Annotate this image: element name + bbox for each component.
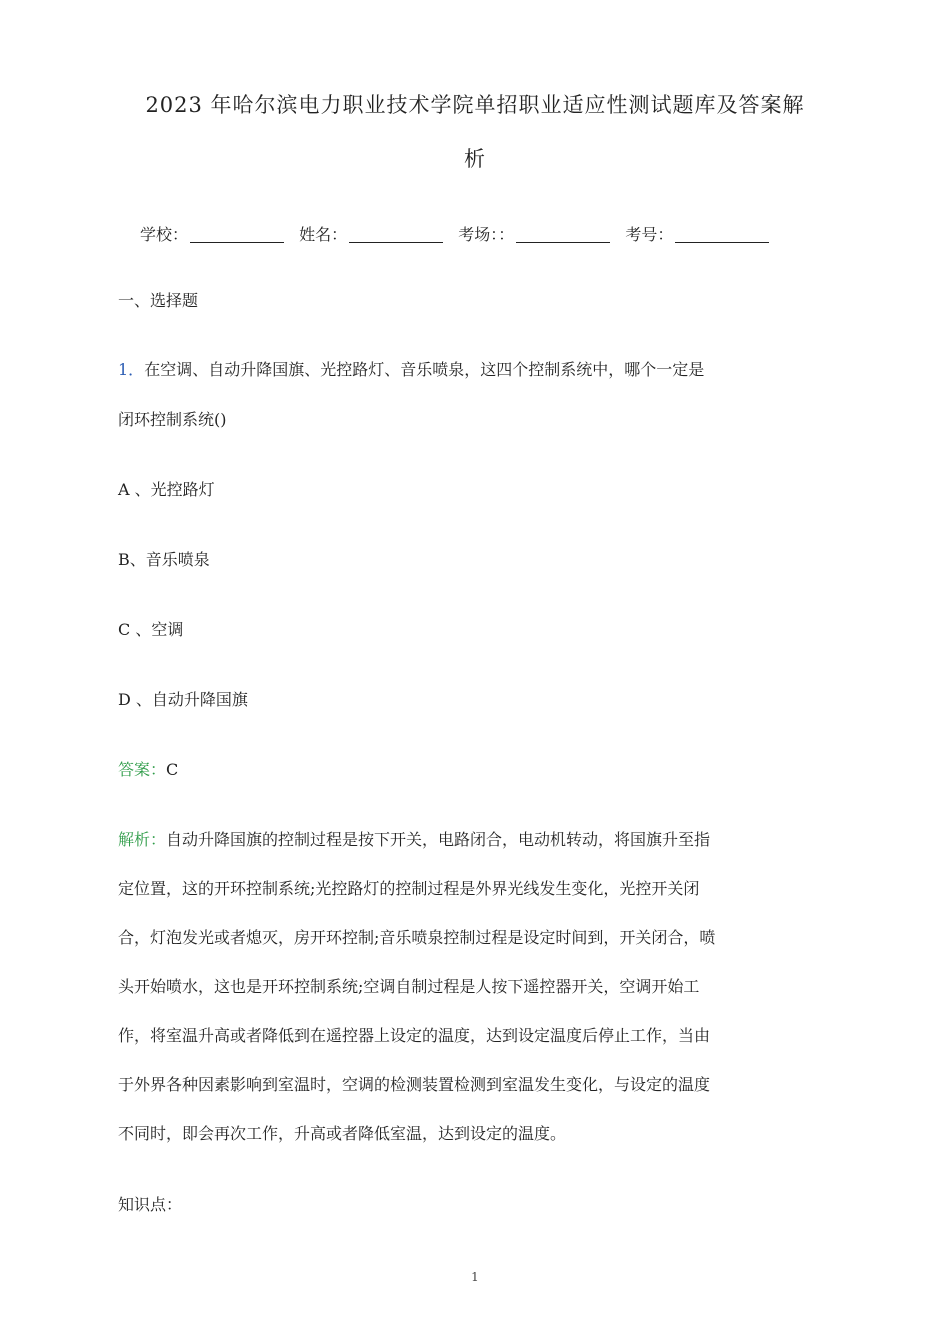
number-label: 考号： (625, 225, 674, 244)
title-line-2: 析 (464, 147, 486, 171)
knowledge-point-label: 知识点： (118, 1195, 183, 1214)
question-number: 1． (118, 360, 145, 379)
room-label: 考场：： (458, 225, 515, 244)
name-label: 姓名： (299, 225, 348, 244)
question-text-1: 在空调、自动升降国旗、光控路灯、音乐喷泉，这四个控制系统中，哪个一定是 (144, 360, 705, 379)
question-line-2: 闭环控制系统() (118, 410, 227, 429)
analysis-line (118, 825, 834, 855)
option-d: D 、自动升降国旗 (118, 690, 248, 709)
option-a: A 、光控路灯 (118, 480, 215, 499)
answer-value: C (166, 760, 179, 779)
school-label: 学校： (140, 225, 189, 244)
name-blank (349, 228, 443, 243)
page-number: 1 (471, 1270, 479, 1284)
option-b: B、音乐喷泉 (118, 550, 210, 569)
school-blank (190, 228, 284, 243)
analysis-line: 于外界各种因素影响到室温时，空调的检测装置检测到室温发生变化，与设定的温度 (118, 1075, 711, 1094)
document-title (118, 78, 832, 186)
option-c: C 、空调 (118, 620, 184, 639)
question-line-1 (118, 355, 704, 385)
answer-label: 答案： (118, 760, 167, 779)
analysis-paragraph (118, 825, 834, 855)
analysis-label: 解析： (118, 830, 167, 849)
analysis-line: 不同时，即会再次工作，升高或者降低室温，达到设定的温度。 (118, 1124, 567, 1143)
student-info-row (140, 220, 840, 250)
analysis-line: 合，灯泡发光或者熄灭，房开环控制;音乐喷泉控制过程是设定时间到，开关闭合，喷 (118, 928, 716, 947)
analysis-line: 作，将室温升高或者降低到在遥控器上设定的温度，达到设定温度后停止工作，当由 (118, 1026, 711, 1045)
title-line-1: 2023 年哈尔滨电力职业技术学院单招职业适应性测试题库及答案解 (145, 93, 805, 117)
analysis-line: 定位置，这的开环控制系统;光控路灯的控制过程是外界光线发生变化，光控开关闭 (118, 879, 700, 898)
room-blank (516, 228, 610, 243)
section-heading: 一、选择题 (118, 291, 199, 310)
analysis-line: 头开始喷水，这也是开环控制系统;空调自制过程是人按下遥控器开关，空调开始工 (118, 977, 700, 996)
analysis-text: 自动升降国旗的控制过程是按下开关，电路闭合，电动机转动，将国旗升至指 (166, 830, 711, 849)
answer-line (118, 755, 178, 785)
number-blank (675, 228, 769, 243)
